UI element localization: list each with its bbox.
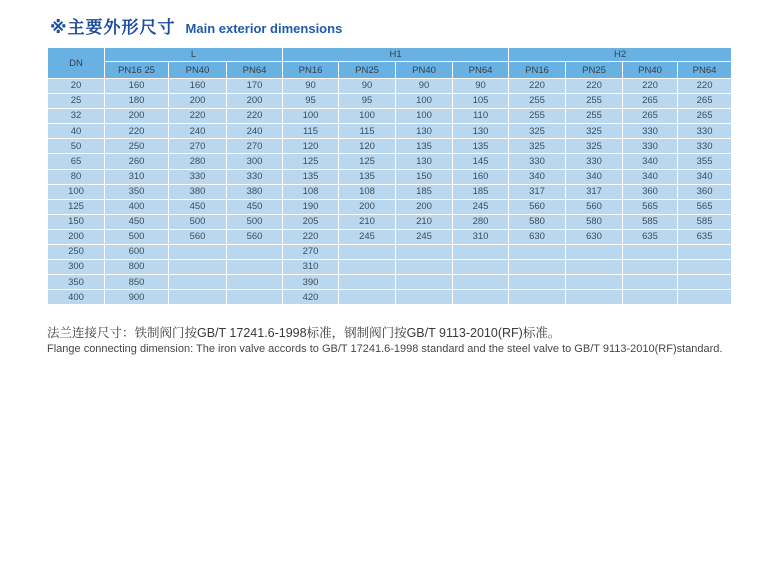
value-cell: 105 [453,94,509,109]
table-row [48,94,732,109]
value-cell: 330 [623,139,678,154]
value-cell: 245 [339,229,396,244]
value-cell: 330 [678,139,732,154]
value-cell: 560 [509,199,566,214]
table-row [48,275,732,290]
sub-header-h1-pn16: PN16 [283,62,339,79]
value-cell: 100 [396,109,453,124]
value-cell: 900 [105,290,169,305]
value-cell: 255 [509,109,566,124]
value-cell: 325 [509,124,566,139]
value-cell: 135 [283,169,339,184]
value-cell: 265 [678,109,732,124]
sub-header-h1-pn25: PN25 [339,62,396,79]
dn-cell: 350 [48,275,105,290]
value-cell: 190 [283,199,339,214]
value-cell: 500 [105,229,169,244]
value-cell: 265 [623,109,678,124]
value-cell: 560 [169,229,227,244]
value-cell: 260 [105,154,169,169]
value-cell: 100 [396,94,453,109]
value-cell [453,290,509,305]
value-cell: 220 [509,79,566,94]
value-cell [227,275,283,290]
value-cell: 220 [678,79,732,94]
value-cell: 108 [339,184,396,199]
value-cell: 240 [227,124,283,139]
section-title-zh: ※主要外形尺寸 [50,18,176,37]
value-cell: 340 [623,169,678,184]
value-cell [227,290,283,305]
value-cell [623,290,678,305]
sub-header-h1-pn64: PN64 [453,62,509,79]
value-cell [453,260,509,275]
value-cell: 250 [105,139,169,154]
table-row [48,290,732,305]
value-cell: 200 [396,199,453,214]
value-cell [169,275,227,290]
value-cell: 245 [453,199,509,214]
value-cell: 200 [105,109,169,124]
value-cell: 120 [339,139,396,154]
value-cell: 565 [678,199,732,214]
sub-header-l-pn40: PN40 [169,62,227,79]
value-cell: 90 [283,79,339,94]
value-cell: 135 [396,139,453,154]
value-cell [678,260,732,275]
value-cell [169,290,227,305]
value-cell: 317 [509,184,566,199]
value-cell: 280 [453,214,509,229]
value-cell: 340 [623,154,678,169]
value-cell: 325 [566,139,623,154]
table-row [48,184,732,199]
value-cell: 95 [339,94,396,109]
value-cell: 130 [453,124,509,139]
section-title [50,13,342,38]
value-cell: 135 [453,139,509,154]
table-row [48,109,732,124]
value-cell: 270 [283,245,339,260]
value-cell: 100 [339,109,396,124]
value-cell: 90 [453,79,509,94]
value-cell: 390 [283,275,339,290]
value-cell [453,275,509,290]
group-header-l: L [105,48,283,62]
value-cell: 220 [105,124,169,139]
dn-cell: 250 [48,245,105,260]
table-row [48,199,732,214]
value-cell: 185 [453,184,509,199]
value-cell [623,275,678,290]
value-cell: 380 [169,184,227,199]
value-cell: 200 [227,94,283,109]
value-cell [339,245,396,260]
value-cell [396,245,453,260]
value-cell: 255 [566,94,623,109]
value-cell: 280 [169,154,227,169]
value-cell: 325 [509,139,566,154]
value-cell: 110 [453,109,509,124]
footnote-zh: 法兰连接尺寸：铁制阀门按GB/T 17241.6-1998标准，钢制阀门按GB/T 9113-2010(RF)标准。 [47,326,561,340]
dn-column-header: DN [48,48,105,79]
dn-cell: 400 [48,290,105,305]
table-body [48,79,732,305]
value-cell: 270 [169,139,227,154]
value-cell: 635 [623,229,678,244]
value-cell: 380 [227,184,283,199]
value-cell: 100 [283,109,339,124]
value-cell: 330 [623,124,678,139]
dn-cell: 32 [48,109,105,124]
value-cell: 340 [509,169,566,184]
value-cell [339,275,396,290]
value-cell: 630 [566,229,623,244]
sub-header-h2-pn16: PN16 [509,62,566,79]
value-cell: 317 [566,184,623,199]
value-cell: 125 [283,154,339,169]
value-cell: 265 [678,94,732,109]
footnote [47,325,722,357]
dimensions-table [47,47,732,305]
value-cell: 330 [678,124,732,139]
table-row [48,260,732,275]
table-row [48,79,732,94]
dn-cell: 200 [48,229,105,244]
dn-cell: 125 [48,199,105,214]
dn-cell: 20 [48,79,105,94]
value-cell [566,245,623,260]
sub-header-h2-pn64: PN64 [678,62,732,79]
value-cell: 330 [566,154,623,169]
table-row [48,214,732,229]
value-cell [227,260,283,275]
value-cell: 450 [227,199,283,214]
value-cell: 160 [453,169,509,184]
table-row [48,139,732,154]
value-cell: 310 [105,169,169,184]
footnote-en: Flange connecting dimension: The iron valve accords to GB/T 17241.6-1998 standard and the steel valve to GB/T 9113-2010(RF)standard. [47,343,723,355]
sub-header-l-pn16-25: PN16 25 [105,62,169,79]
value-cell [339,260,396,275]
group-header-row [48,48,732,62]
value-cell: 185 [396,184,453,199]
value-cell: 340 [566,169,623,184]
dn-cell: 300 [48,260,105,275]
value-cell: 450 [169,199,227,214]
value-cell: 310 [283,260,339,275]
value-cell: 630 [509,229,566,244]
sub-header-h2-pn25: PN25 [566,62,623,79]
value-cell: 90 [396,79,453,94]
sub-header-h2-pn40: PN40 [623,62,678,79]
value-cell: 355 [678,154,732,169]
value-cell: 120 [283,139,339,154]
value-cell [509,275,566,290]
value-cell: 500 [169,214,227,229]
value-cell: 210 [339,214,396,229]
value-cell: 115 [339,124,396,139]
value-cell [396,260,453,275]
value-cell: 330 [227,169,283,184]
value-cell [396,290,453,305]
value-cell [453,245,509,260]
value-cell [566,290,623,305]
value-cell: 560 [227,229,283,244]
value-cell: 125 [339,154,396,169]
value-cell: 108 [283,184,339,199]
dn-cell: 50 [48,139,105,154]
value-cell: 115 [283,124,339,139]
value-cell: 450 [105,214,169,229]
value-cell: 565 [623,199,678,214]
value-cell: 240 [169,124,227,139]
value-cell: 310 [453,229,509,244]
value-cell: 580 [566,214,623,229]
value-cell: 265 [623,94,678,109]
value-cell: 200 [169,94,227,109]
dn-cell: 25 [48,94,105,109]
value-cell [509,260,566,275]
value-cell: 255 [509,94,566,109]
value-cell [509,290,566,305]
value-cell: 580 [509,214,566,229]
value-cell: 145 [453,154,509,169]
value-cell: 560 [566,199,623,214]
value-cell: 330 [509,154,566,169]
sub-header-h1-pn40: PN40 [396,62,453,79]
value-cell [227,245,283,260]
dn-cell: 80 [48,169,105,184]
value-cell [623,245,678,260]
value-cell [169,260,227,275]
value-cell: 635 [678,229,732,244]
value-cell: 160 [169,79,227,94]
value-cell [678,290,732,305]
table-row [48,154,732,169]
value-cell: 135 [339,169,396,184]
value-cell: 255 [566,109,623,124]
value-cell: 220 [169,109,227,124]
value-cell: 220 [283,229,339,244]
value-cell: 300 [227,154,283,169]
value-cell: 340 [678,169,732,184]
value-cell: 585 [678,214,732,229]
dn-cell: 65 [48,154,105,169]
value-cell: 600 [105,245,169,260]
value-cell [396,275,453,290]
value-cell: 180 [105,94,169,109]
value-cell: 245 [396,229,453,244]
value-cell: 800 [105,260,169,275]
value-cell: 130 [396,124,453,139]
value-cell [339,290,396,305]
value-cell: 360 [678,184,732,199]
value-cell: 420 [283,290,339,305]
value-cell: 350 [105,184,169,199]
value-cell: 160 [105,79,169,94]
value-cell: 585 [623,214,678,229]
dn-cell: 100 [48,184,105,199]
value-cell [623,260,678,275]
value-cell: 210 [396,214,453,229]
value-cell: 130 [396,154,453,169]
value-cell: 360 [623,184,678,199]
value-cell: 95 [283,94,339,109]
value-cell: 205 [283,214,339,229]
value-cell [566,260,623,275]
value-cell: 220 [566,79,623,94]
value-cell: 400 [105,199,169,214]
value-cell: 325 [566,124,623,139]
table-row [48,229,732,244]
sub-header-l-pn64: PN64 [227,62,283,79]
value-cell: 330 [169,169,227,184]
value-cell: 200 [339,199,396,214]
sub-header-row [48,62,732,79]
value-cell: 170 [227,79,283,94]
value-cell: 90 [339,79,396,94]
value-cell: 150 [396,169,453,184]
value-cell [678,245,732,260]
group-header-h1: H1 [283,48,509,62]
table-row [48,245,732,260]
value-cell: 850 [105,275,169,290]
table-row [48,169,732,184]
group-header-h2: H2 [509,48,732,62]
value-cell [509,245,566,260]
section-title-en: Main exterior dimensions [185,21,343,36]
dn-cell: 40 [48,124,105,139]
value-cell: 220 [227,109,283,124]
value-cell [169,245,227,260]
dn-cell: 150 [48,214,105,229]
value-cell [678,275,732,290]
table-row [48,124,732,139]
value-cell [566,275,623,290]
value-cell: 500 [227,214,283,229]
value-cell: 220 [623,79,678,94]
table-header [48,48,732,79]
value-cell: 270 [227,139,283,154]
